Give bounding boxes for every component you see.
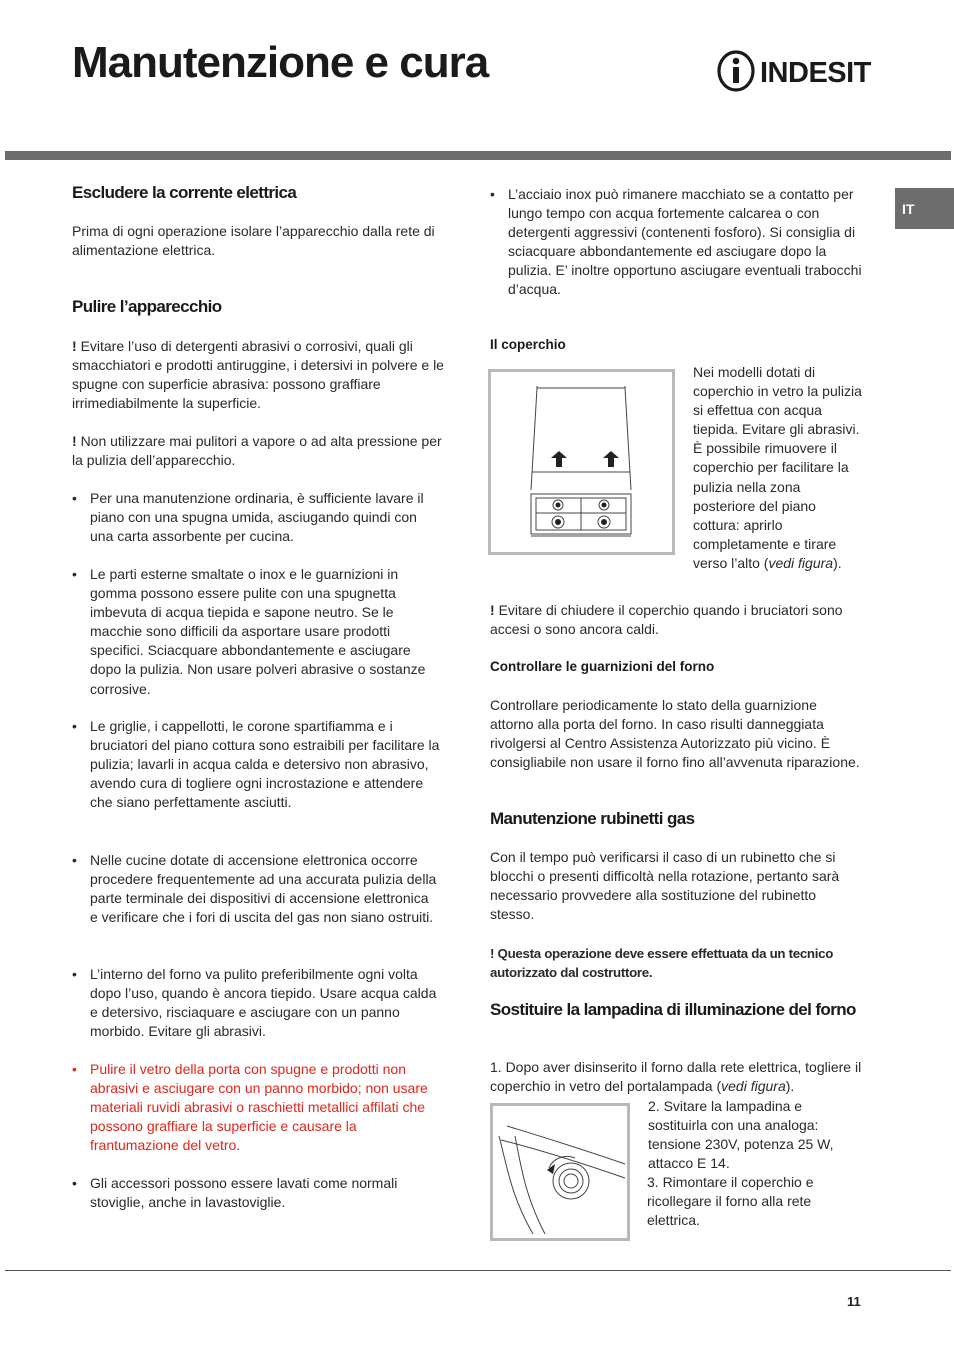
section-heading-power: Escludere la corrente elettrica — [72, 183, 297, 202]
lamp-step-2: 2. Svitare la lampadina e sostituirla con una analoga: tensione 230V, potenza 25 W, attacco E 14. — [648, 1098, 834, 1172]
list-item-text: Gli accessori possono essere lavati come normali stoviglie, anche in lavastoviglie. — [90, 1175, 398, 1211]
list-item — [72, 565, 438, 699]
bullet: • — [72, 852, 77, 868]
gasket-text: Controllare periodicamente lo stato della guarnizione attorno alla porta del forno. In caso risulti danneggiata rivolgersi al Centro Assistenza Autorizzato più vicino. È consigliabile non usare il forno fino all’avvenuta riparazione. — [490, 697, 860, 771]
list-item — [72, 965, 438, 1041]
brand-name: INDESIT — [760, 57, 871, 89]
list-item-highlighted — [72, 1060, 446, 1155]
list-item-text: Le parti esterne smaltate o inox e le guarnizioni in gomma possono essere pulite con una spugnetta imbevuta di acqua tiepida e sapone neutro. Se le macchie sono difficili da asportare usare prodotti specifici. Sciacquare abbondantemente e asciugare dopo la pulizia. Non usare polveri abrasive o sostanze corrosive. — [90, 566, 426, 697]
bullet: • — [72, 1175, 77, 1191]
subheading-cover: Il coperchio — [490, 337, 566, 352]
bullet: • — [72, 966, 77, 982]
list-item-text: L’acciaio inox può rimanere macchiato se a contatto per lungo tempo con acqua fortemente calcarea o con detergenti aggressivi (contenenti fosforo). Si consiglia di sciacquare abbondantemente ed asciugare dopo la pulizia. E’ inoltre opportuno asciugare eventuali trabocchi d’acqua. — [508, 186, 862, 298]
list-item — [72, 1174, 438, 1212]
cover-text-b: È possibile rimuovere il coperchio per facilitare la pulizia nella zona posteriore del piano cottura: aprirlo completamente e tirare verso l’alto (vedi figura). — [693, 440, 849, 571]
warning-mark: ! — [72, 433, 77, 449]
power-text: Prima di ogni operazione isolare l’apparecchio dalla rete di alimentazione elettrica. — [72, 223, 435, 259]
bullet: • — [72, 1061, 77, 1077]
figure-reference: vedi figura — [768, 554, 834, 571]
lamp-step-1: 1. Dopo aver disinserito il forno dalla rete elettrica, togliere il coperchio in vetro del portalampada (vedi figura). — [490, 1059, 862, 1095]
footer-rule — [5, 1270, 951, 1271]
list-item-text: Pulire il vetro della porta con spugne e prodotti non abrasivi e asciugare con un panno morbido; non usare materiali ruvidi abrasivi o raschietti metallici affilati che possono graffiare la superficie e causare la frantumazione del vetro. — [90, 1061, 428, 1154]
section-heading-clean: Pulire l’apparecchio — [72, 297, 222, 316]
page-title: Manutenzione e cura — [72, 38, 489, 87]
figure-lamp-cover — [490, 1103, 630, 1241]
section-heading-taps: Manutenzione rubinetti gas — [490, 809, 695, 828]
list-item — [72, 851, 438, 927]
warning-abrasives — [72, 337, 447, 413]
taps-warning: ! Questa operazione deve essere effettuata da un tecnico autorizzato dal costruttore. — [490, 946, 834, 981]
figure-reference: vedi figura — [721, 1078, 786, 1095]
section-heading-lamp: Sostituire la lampadina di illuminazione del forno — [490, 1000, 856, 1019]
warning-steam — [72, 432, 447, 470]
taps-text: Con il tempo può verificarsi il caso di un rubinetto che si blocchi o presenti difficoltà nella rotazione, pertanto sarà necessario provvedere alla sostituzione del rubinetto stesso. — [490, 849, 840, 923]
warning-mark: ! — [490, 602, 495, 618]
cooktop-cover-illustration — [491, 372, 672, 552]
list-item-text: L’interno del forno va pulito preferibilmente ogni volta dopo l’uso, quando è ancora tiepido. Usare acqua calda e detersivo, risciaquare e asciugare con un panno morbido. Evitare gli abrasivi. — [90, 966, 437, 1040]
bullet: • — [72, 718, 77, 734]
list-item-text: Per una manutenzione ordinaria, è sufficiente lavare il piano con una spugna umida, asciugando quindi con una carta assorbente per cucina. — [90, 490, 424, 545]
bullet: • — [72, 490, 77, 506]
list-item — [490, 185, 870, 300]
list-item-text: Le griglie, i cappellotti, le corone spartifiamma e i bruciatori del piano cottura sono estraibili per facilitare la pulizia; lavarli in acqua calda e detersivo non abrasivo, avendo cura di togliere ogni incrostazione e attendere che siano perfettamente asciutti. — [90, 718, 440, 811]
lamp-step-3: 3. Rimontare il coperchio e ricollegare il forno alla rete elettrica. — [647, 1174, 814, 1229]
list-item — [72, 489, 434, 546]
bullet: • — [490, 186, 495, 202]
page-number: 11 — [847, 1294, 861, 1309]
cover-text — [693, 363, 863, 573]
subheading-gaskets: Controllare le guarnizioni del forno — [490, 659, 715, 674]
list-item-text: Nelle cucine dotate di accensione elettronica occorre procedere frequentemente ad una accurata pulizia della parte terminale dei dispositivi di accensione elettronica e verificare che i fori di uscita del gas non siano ostruiti. — [90, 852, 437, 926]
warning-cover — [490, 601, 864, 639]
figure-cover-removal — [488, 369, 675, 555]
warning-mark: ! — [72, 338, 77, 354]
warning-text: Non utilizzare mai pulitori a vapore o ad alta pressione per la pulizia dell’apparecchio. — [72, 433, 442, 469]
list-item — [72, 717, 448, 812]
cover-text-a: Nei modelli dotati di coperchio in vetro la pulizia si effettua con acqua tiepida. Evitare gli abrasivi. — [693, 364, 862, 438]
language-tab: IT — [895, 188, 954, 229]
brand-logo — [716, 50, 870, 92]
header-rule — [5, 151, 951, 160]
warning-text: Evitare di chiudere il coperchio quando i bruciatori sono accesi o sono ancora caldi. — [490, 602, 843, 638]
oven-lamp-illustration — [493, 1106, 627, 1238]
warning-text: Evitare l’uso di detergenti abrasivi o corrosivi, quali gli smacchiatori e prodotti antiruggine, i detersivi in polvere e le spugne con superficie abrasiva: possono graffiare irrimediabilmente la superficie. — [72, 338, 444, 412]
bullet: • — [72, 566, 77, 582]
